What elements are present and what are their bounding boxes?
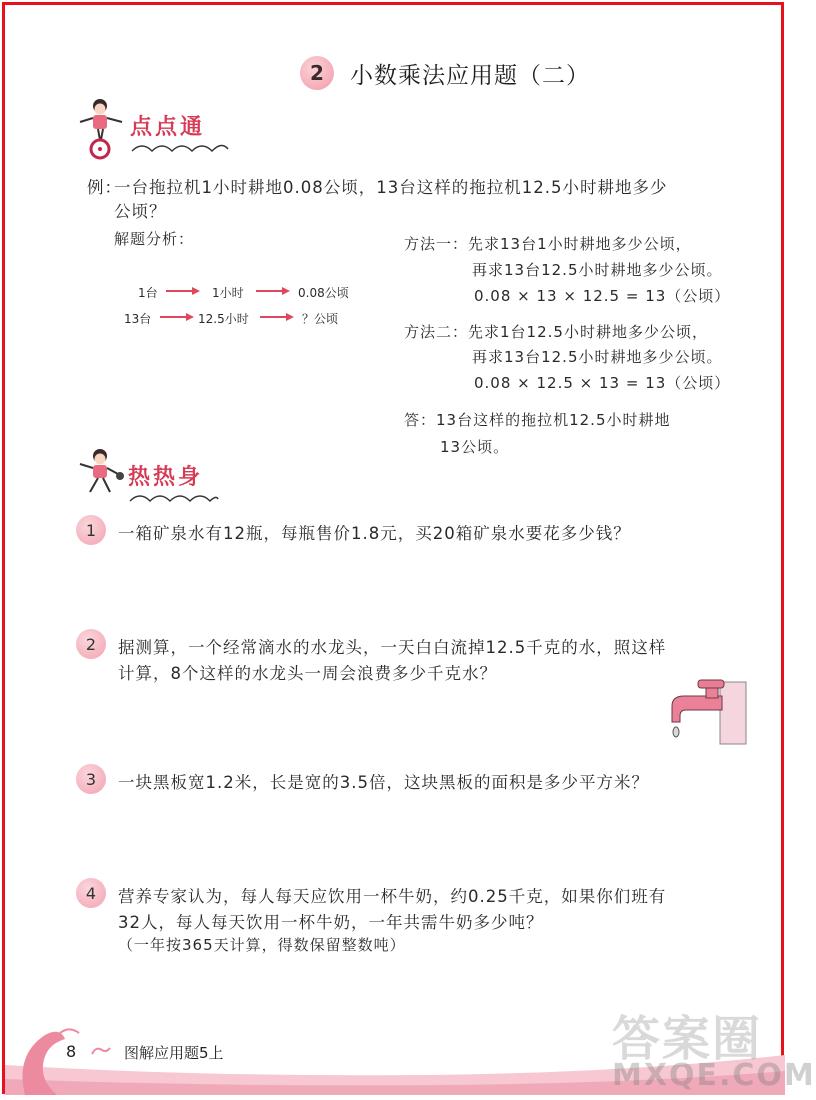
example-label: 例： xyxy=(87,178,122,197)
faucet-icon xyxy=(664,676,750,746)
page-header xyxy=(300,56,590,90)
book-title: 图解应用题5上 xyxy=(124,1044,224,1062)
section1-title: 点点通 xyxy=(130,115,206,140)
question2-line1: 据测算，一个经常滴水的水龙头，一天白白流掉12.5千克的水，照这样 xyxy=(118,638,667,657)
section1-title-wrap xyxy=(130,110,230,155)
diagram-r1-b: 1小时 xyxy=(212,286,244,300)
question1-text: 一箱矿泉水有12瓶，每瓶售价1.8元，买20箱矿泉水要花多少钱？ xyxy=(118,524,631,543)
method2-line2: 再求13台12.5小时耕地多少公顷。 xyxy=(472,348,723,366)
answer-line1: 答：13台这样的拖拉机12.5小时耕地 xyxy=(404,411,671,429)
method1-line2: 再求13台12.5小时耕地多少公顷。 xyxy=(472,261,723,279)
question-number: 3 xyxy=(76,764,106,794)
running-boy-icon xyxy=(74,446,126,502)
watermark-logo: 答案圈 xyxy=(612,1011,763,1067)
question4-line2: 32人，每人每天饮用一杯牛奶，一年共需牛奶多少吨？ xyxy=(118,913,544,932)
diagram-r1-c: 0.08公顷 xyxy=(298,286,349,300)
method2-line1: 方法二：先求1台12.5小时耕地多少公顷， xyxy=(404,323,708,341)
arrow-right-icon xyxy=(160,312,194,322)
method1-formula: 0.08 × 13 × 12.5 = 13（公顷） xyxy=(474,287,731,305)
page-title: 小数乘法应用题（二） xyxy=(350,62,590,89)
arrow-right-icon xyxy=(256,286,290,296)
arrow-right-icon xyxy=(166,286,200,296)
question2-line2: 计算，8个这样的水龙头一周会浪费多少千克水？ xyxy=(118,664,497,683)
question3-text: 一块黑板宽1.2米，长是宽的3.5倍，这块黑板的面积是多少平方米？ xyxy=(118,773,649,792)
section2-title: 热热身 xyxy=(128,465,204,490)
girl-unicycle-icon xyxy=(76,96,126,162)
wave-decoration-icon xyxy=(130,141,230,155)
method2-formula: 0.08 × 12.5 × 13 = 13（公顷） xyxy=(474,374,731,392)
section1-header xyxy=(76,96,126,166)
question4-note: （一年按365天计算，得数保留整数吨） xyxy=(118,936,406,954)
question-number: 1 xyxy=(76,515,106,545)
answer-line2: 13公顷。 xyxy=(440,438,510,456)
question4-line1: 营养专家认为，每人每天应饮用一杯牛奶，约0.25千克，如果你们班有 xyxy=(118,887,667,906)
question-number: 2 xyxy=(76,629,106,659)
section2-header xyxy=(74,446,126,506)
diagram-r2-b: 12.5小时 xyxy=(198,312,249,326)
example-line1: 一台拖拉机1小时耕地0.08公顷，13台这样的拖拉机12.5小时耕地多少 xyxy=(114,178,668,197)
swirl-decoration-icon xyxy=(90,1044,112,1058)
watermark-site: MXQE.COM xyxy=(612,1058,816,1093)
question-number: 4 xyxy=(76,878,106,908)
section2-title-wrap xyxy=(128,460,220,505)
diagram-r1-a: 1台 xyxy=(138,286,158,300)
example-line2: 公顷？ xyxy=(114,202,167,221)
wave-decoration-icon xyxy=(128,491,220,505)
diagram-r2-a: 13台 xyxy=(124,312,152,326)
arrow-right-icon xyxy=(260,312,294,322)
page-number: 8 xyxy=(66,1042,77,1061)
method1-line1: 方法一：先求13台1小时耕地多少公顷， xyxy=(404,235,692,253)
lesson-number-badge: 2 xyxy=(300,56,334,90)
analysis-label: 解题分析： xyxy=(114,230,195,248)
diagram-r2-c: ？公顷 xyxy=(302,312,339,326)
